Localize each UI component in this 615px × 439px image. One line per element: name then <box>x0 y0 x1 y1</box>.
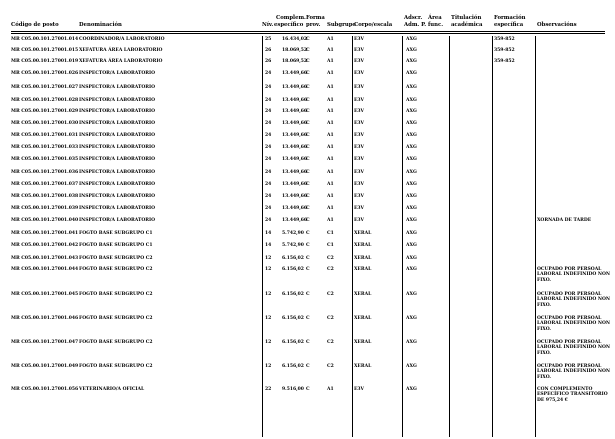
header-complement-l1: Complem. <box>276 15 306 21</box>
row-forma: C <box>306 157 310 162</box>
row-level: 26 <box>265 48 272 53</box>
row-complement: 13.449,66 <box>282 206 308 211</box>
header-rule-bottom <box>11 33 605 34</box>
row-subgroup: C1 <box>327 243 334 248</box>
row-denomination: FOGTO BASE SUBGRUPO C2 <box>79 256 153 261</box>
row-denomination: INSPECTOR/A LABORATORIO <box>79 182 156 187</box>
header-observations: Observacións <box>537 22 577 28</box>
row-complement: 13.449,66 <box>282 121 308 126</box>
row-corps: XERAL <box>354 256 372 261</box>
row-code: MR C05.00.101.27001.031 <box>11 133 79 138</box>
row-adscription: AXG <box>406 170 417 175</box>
row-forma: C <box>306 182 310 187</box>
row-subgroup: C1 <box>327 231 334 236</box>
row-denomination: INSPECTOR/A LABORATORIO <box>79 157 156 162</box>
row-corps: E3V <box>354 71 365 76</box>
row-code: MR C05.00.101.27001.040 <box>11 218 79 223</box>
row-adscription: AXG <box>406 37 417 42</box>
row-forma: C <box>306 71 310 76</box>
row-adscription: AXG <box>406 71 417 76</box>
row-denomination: FOGTO BASE SUBGRUPO C2 <box>79 267 153 272</box>
row-corps: E3V <box>354 109 365 114</box>
row-forma: C <box>306 133 310 138</box>
row-forma: C <box>306 292 310 297</box>
row-forma: C <box>306 316 310 321</box>
row-level: 26 <box>265 59 272 64</box>
row-denomination: FOGTO BASE SUBGRUPO C2 <box>79 364 153 369</box>
row-corps: E3V <box>354 387 365 392</box>
row-adscription: AXG <box>406 85 417 90</box>
row-code: MR C05.00.101.27001.027 <box>11 85 79 90</box>
row-corps: E3V <box>354 157 365 162</box>
row-denomination: INSPECTOR/A LABORATORIO <box>79 71 156 76</box>
row-subgroup: C2 <box>327 364 334 369</box>
row-subgroup: A1 <box>327 37 334 42</box>
header-adscr-l1: Adscr. <box>404 15 423 21</box>
header-corps: Corpo/escala <box>354 22 393 28</box>
header-rule-top <box>11 31 605 32</box>
row-adscription: AXG <box>406 340 417 345</box>
row-observations: OCUPADO POR PERSOAL LABORAL INDEFINIDO NON FIXO. <box>537 340 611 356</box>
row-level: 14 <box>265 243 272 248</box>
row-code: MR C05.00.101.27001.049 <box>11 364 79 369</box>
row-level: 14 <box>265 231 272 236</box>
row-complement: 13.449,66 <box>282 218 308 223</box>
row-adscription: AXG <box>406 387 417 392</box>
row-denomination: FOGTO BASE SUBGRUPO C1 <box>79 243 153 248</box>
row-code: MR C05.00.101.27001.045 <box>11 292 79 297</box>
row-corps: XERAL <box>354 292 372 297</box>
row-denomination: INSPECTOR/A LABORATORIO <box>79 206 156 211</box>
row-complement: 13.449,66 <box>282 194 308 199</box>
row-adscription: AXG <box>406 256 417 261</box>
row-code: MR C05.00.101.27001.039 <box>11 206 79 211</box>
row-forma: C <box>306 218 310 223</box>
row-corps: XERAL <box>354 340 372 345</box>
row-adscription: AXG <box>406 133 417 138</box>
row-complement: 13.449,66 <box>282 85 308 90</box>
row-code: MR C05.00.101.27001.046 <box>11 316 79 321</box>
row-code: MR C05.00.101.27001.038 <box>11 194 79 199</box>
row-code: MR C05.00.101.27001.015 <box>11 48 79 53</box>
row-subgroup: C2 <box>327 267 334 272</box>
row-forma: C <box>306 194 310 199</box>
row-denomination: FOGTO BASE SUBGRUPO C1 <box>79 231 153 236</box>
row-subgroup: A1 <box>327 48 334 53</box>
row-forma: C <box>306 98 310 103</box>
row-adscription: AXG <box>406 243 417 248</box>
row-forma: C <box>306 243 310 248</box>
row-forma: C <box>306 387 310 392</box>
header-forma-l1: Forma <box>306 15 325 21</box>
row-adscription: AXG <box>406 231 417 236</box>
row-code: MR C05.00.101.27001.030 <box>11 121 79 126</box>
row-adscription: AXG <box>406 157 417 162</box>
row-code: MR C05.00.101.27001.035 <box>11 157 79 162</box>
row-level: 24 <box>265 133 272 138</box>
row-denomination: XEFATURA ÁREA LABORATORIO <box>79 48 163 53</box>
row-denomination: FOGTO BASE SUBGRUPO C2 <box>79 340 153 345</box>
row-corps: E3V <box>354 48 365 53</box>
row-code: MR C05.00.101.27001.042 <box>11 243 79 248</box>
row-adscription: AXG <box>406 182 417 187</box>
row-corps: E3V <box>354 170 365 175</box>
row-denomination: FOGTO BASE SUBGRUPO C2 <box>79 292 153 297</box>
row-observations: OCUPADO POR PERSOAL LABORAL INDEFINIDO NON FIXO. <box>537 316 611 332</box>
row-subgroup: A1 <box>327 218 334 223</box>
row-complement: 13.449,66 <box>282 182 308 187</box>
row-level: 22 <box>265 387 272 392</box>
row-code: MR C05.00.101.27001.036 <box>11 170 79 175</box>
row-forma: C <box>306 231 310 236</box>
row-denomination: INSPECTOR/A LABORATORIO <box>79 121 156 126</box>
row-denomination: INSPECTOR/A LABORATORIO <box>79 145 156 150</box>
column-divider <box>449 36 450 437</box>
row-level: 24 <box>265 182 272 187</box>
row-subgroup: A1 <box>327 121 334 126</box>
row-subgroup: A1 <box>327 182 334 187</box>
row-subgroup: A1 <box>327 387 334 392</box>
header-subgroup: Subgrupo <box>327 22 356 28</box>
row-subgroup: C2 <box>327 340 334 345</box>
row-subgroup: A1 <box>327 157 334 162</box>
row-denomination: INSPECTOR/A LABORATORIO <box>79 109 156 114</box>
row-complement: 18.069,52 <box>282 59 308 64</box>
row-complement: 16.434,02 <box>282 37 308 42</box>
row-subgroup: C2 <box>327 316 334 321</box>
row-corps: E3V <box>354 98 365 103</box>
header-level: Nív. <box>262 22 274 28</box>
row-code: MR C05.00.101.27001.028 <box>11 98 79 103</box>
row-code: MR C05.00.101.27001.044 <box>11 267 79 272</box>
row-subgroup: A1 <box>327 98 334 103</box>
row-level: 12 <box>265 256 272 261</box>
row-adscription: AXG <box>406 145 417 150</box>
row-corps: E3V <box>354 145 365 150</box>
row-observations: CON COMPLEMENTO ESPECÍFICO TRANSITORIO DE 975,24 € <box>537 387 608 403</box>
row-adscription: AXG <box>406 206 417 211</box>
header-complement-l2: específico <box>274 22 304 28</box>
row-denomination: XEFATURA ÁREA LABORATORIO <box>79 59 163 64</box>
row-code: MR C05.00.101.27001.029 <box>11 109 79 114</box>
row-level: 12 <box>265 364 272 369</box>
row-forma: C <box>306 145 310 150</box>
row-code: MR C05.00.101.27001.019 <box>11 59 79 64</box>
row-adscription: AXG <box>406 267 417 272</box>
row-training: 359-852 <box>494 37 515 42</box>
row-subgroup: A1 <box>327 85 334 90</box>
row-subgroup: A1 <box>327 71 334 76</box>
row-forma: C <box>306 48 310 53</box>
row-adscription: AXG <box>406 48 417 53</box>
row-training: 359-852 <box>494 48 515 53</box>
row-corps: E3V <box>354 218 365 223</box>
row-corps: E3V <box>354 194 365 199</box>
row-forma: C <box>306 170 310 175</box>
header-denomination: Denominación <box>79 22 122 28</box>
row-code: MR C05.00.101.27001.026 <box>11 71 79 76</box>
column-divider <box>352 36 353 437</box>
row-subgroup: A1 <box>327 133 334 138</box>
row-code: MR C05.00.101.27001.056 <box>11 387 79 392</box>
row-denomination: INSPECTOR/A LABORATORIO <box>79 218 156 223</box>
row-level: 24 <box>265 206 272 211</box>
row-level: 24 <box>265 145 272 150</box>
row-level: 24 <box>265 71 272 76</box>
row-observations: OCUPADO POR PERSOAL LABORAL INDEFINIDO NON FIXO. <box>537 292 611 308</box>
row-forma: C <box>306 364 310 369</box>
row-adscription: AXG <box>406 316 417 321</box>
row-level: 24 <box>265 121 272 126</box>
row-adscription: AXG <box>406 109 417 114</box>
header-forma-l2: prov. <box>306 22 321 28</box>
row-subgroup: A1 <box>327 194 334 199</box>
row-subgroup: A1 <box>327 206 334 211</box>
row-training: 359-852 <box>494 59 515 64</box>
row-corps: E3V <box>354 206 365 211</box>
row-denomination: INSPECTOR/A LABORATORIO <box>79 194 156 199</box>
row-forma: C <box>306 256 310 261</box>
row-forma: C <box>306 109 310 114</box>
row-denomination: COORDINADOR/A LABORATORIO <box>79 37 165 42</box>
column-divider <box>492 36 493 437</box>
row-level: 24 <box>265 218 272 223</box>
row-level: 24 <box>265 194 272 199</box>
row-forma: C <box>306 206 310 211</box>
row-forma: C <box>306 59 310 64</box>
row-corps: E3V <box>354 182 365 187</box>
row-observations: OCUPADO POR PERSOAL LABORAL INDEFINIDO NON FIXO. <box>537 267 611 283</box>
row-adscription: AXG <box>406 194 417 199</box>
row-corps: E3V <box>354 59 365 64</box>
column-divider <box>535 36 536 437</box>
row-code: MR C05.00.101.27001.037 <box>11 182 79 187</box>
row-corps: XERAL <box>354 243 372 248</box>
row-denomination: FOGTO BASE SUBGRUPO C2 <box>79 316 153 321</box>
table-header <box>0 0 615 34</box>
row-corps: XERAL <box>354 364 372 369</box>
row-level: 24 <box>265 98 272 103</box>
row-level: 24 <box>265 170 272 175</box>
row-corps: XERAL <box>354 267 372 272</box>
row-complement: 6.156,02 <box>282 256 304 261</box>
row-complement: 18.069,52 <box>282 48 308 53</box>
row-forma: C <box>306 121 310 126</box>
row-subgroup: C2 <box>327 256 334 261</box>
row-complement: 9.516,00 <box>282 387 304 392</box>
row-denomination: VETERINARIO/A OFICIAL <box>79 387 145 392</box>
header-degree-l2: académica <box>451 22 483 28</box>
row-forma: C <box>306 85 310 90</box>
row-code: MR C05.00.101.27001.033 <box>11 145 79 150</box>
row-forma: C <box>306 267 310 272</box>
row-observations: OCUPADO POR PERSOAL LABORAL INDEFINIDO NON FIXO. <box>537 364 611 380</box>
row-forma: C <box>306 340 310 345</box>
row-complement: 13.449,66 <box>282 157 308 162</box>
row-level: 12 <box>265 292 272 297</box>
row-code: MR C05.00.101.27001.041 <box>11 231 79 236</box>
row-subgroup: A1 <box>327 170 334 175</box>
row-subgroup: A1 <box>327 109 334 114</box>
column-divider <box>262 36 263 437</box>
row-complement: 13.449,66 <box>282 133 308 138</box>
row-complement: 5.742,90 <box>282 243 304 248</box>
row-forma: C <box>306 37 310 42</box>
row-adscription: AXG <box>406 364 417 369</box>
row-complement: 13.449,66 <box>282 145 308 150</box>
row-level: 24 <box>265 157 272 162</box>
row-adscription: AXG <box>406 121 417 126</box>
row-level: 12 <box>265 340 272 345</box>
header-code: Código de posto <box>11 22 59 28</box>
row-level: 24 <box>265 85 272 90</box>
row-complement: 6.156,02 <box>282 292 304 297</box>
row-level: 25 <box>265 37 272 42</box>
row-denomination: INSPECTOR/A LABORATORIO <box>79 133 156 138</box>
row-adscription: AXG <box>406 292 417 297</box>
row-complement: 6.156,02 <box>282 316 304 321</box>
row-denomination: INSPECTOR/A LABORATORIO <box>79 98 156 103</box>
row-observations: XORNADA DE TARDE <box>537 218 592 223</box>
row-complement: 5.742,90 <box>282 231 304 236</box>
header-adscr-l2: Adm. P. <box>404 22 427 28</box>
row-subgroup: A1 <box>327 59 334 64</box>
row-denomination: INSPECTOR/A LABORATORIO <box>79 170 156 175</box>
row-level: 24 <box>265 109 272 114</box>
header-training-l2: específica <box>494 22 524 28</box>
row-code: MR C05.00.101.27001.047 <box>11 340 79 345</box>
row-complement: 13.449,66 <box>282 71 308 76</box>
row-code: MR C05.00.101.27001.043 <box>11 256 79 261</box>
row-corps: E3V <box>354 85 365 90</box>
row-corps: E3V <box>354 121 365 126</box>
row-adscription: AXG <box>406 218 417 223</box>
row-complement: 6.156,02 <box>282 364 304 369</box>
row-level: 12 <box>265 316 272 321</box>
header-degree-l1: Titulación <box>451 15 482 21</box>
row-denomination: INSPECTOR/A LABORATORIO <box>79 85 156 90</box>
row-subgroup: A1 <box>327 145 334 150</box>
header-training-l1: Formación <box>494 15 526 21</box>
row-level: 12 <box>265 267 272 272</box>
row-subgroup: C2 <box>327 292 334 297</box>
row-complement: 13.449,66 <box>282 109 308 114</box>
row-corps: XERAL <box>354 316 372 321</box>
row-complement: 13.449,66 <box>282 98 308 103</box>
header-area-l1: Área <box>428 15 442 21</box>
row-complement: 6.156,02 <box>282 340 304 345</box>
row-complement: 13.449,66 <box>282 170 308 175</box>
row-adscription: AXG <box>406 59 417 64</box>
column-divider <box>402 36 403 437</box>
row-corps: E3V <box>354 37 365 42</box>
row-code: MR C05.00.101.27001.014 <box>11 37 79 42</box>
row-corps: XERAL <box>354 231 372 236</box>
row-complement: 6.156,02 <box>282 267 304 272</box>
row-adscription: AXG <box>406 98 417 103</box>
header-area-l2: func. <box>428 22 444 28</box>
row-corps: E3V <box>354 133 365 138</box>
